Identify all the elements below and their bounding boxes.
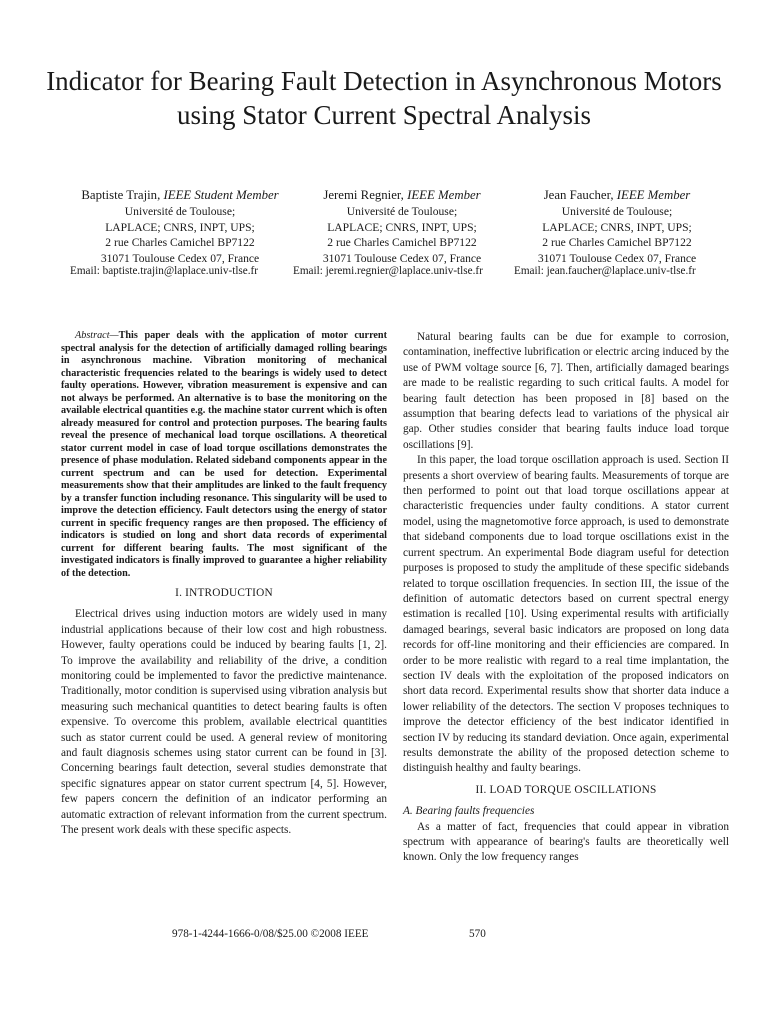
author-city: 31071 Toulouse Cedex 07, France [322, 251, 482, 265]
author-email: Email: jeremi.regnier@laplace.univ-tlse.fr [293, 265, 483, 277]
author-2 [290, 187, 514, 266]
author-address: 2 rue Charles Camichel BP7122 [327, 236, 477, 250]
author-name: Jeremi Regnier, [323, 188, 404, 202]
author-affiliation: LAPLACE; CNRS, INPT, UPS; [542, 220, 692, 234]
author-membership: IEEE Member [407, 188, 481, 202]
author-affiliation: Université de Toulouse; [561, 205, 673, 218]
page-number: 570 [469, 928, 486, 940]
author-affiliation: Université de Toulouse; [124, 205, 236, 218]
author-membership: IEEE Member [616, 188, 691, 202]
author-affiliation: Université de Toulouse; [346, 205, 458, 218]
section-heading-introduction: I. INTRODUCTION [175, 587, 273, 599]
author-3 [510, 187, 724, 266]
author-affiliation: LAPLACE; CNRS, INPT, UPS; [105, 220, 255, 234]
abstract-label: Abstract— [75, 330, 119, 341]
body-paragraph: Electrical drives using induction motors are widely used in many industrial applications because of their low cost and high robustness. However, faulty operations could be induced by bearing faults [1, 2]. To improve the availability and reliability of the drive, a condition monitoring could be implemented to favor the predictive maintenance. Traditionally, motor condition is supervised using vibration analysis but measuring such mechanical quantities to detect bearing faults is often expensive. To overcome this problem, available electrical quantities such as stator current could be used. A general review of monitoring and fault diagnosis schemes using stator current can be found in [3]. Concerning bearings fault detection, several studies demonstrate that specific signatures appear on stator current spectrum [4, 5]. However, few papers concern the definition of an indicator performing an automatic extraction of relevant information from the current spectrum. The present work deals with these specific aspects. [61, 608, 387, 837]
author-1 [66, 187, 294, 266]
author-name: Baptiste Trajin, [81, 188, 161, 202]
abstract [61, 330, 387, 580]
author-address: 2 rue Charles Camichel BP7122 [105, 236, 255, 250]
right-column [403, 330, 729, 866]
author-email: Email: jean.faucher@laplace.univ-tlse.fr [514, 265, 696, 277]
left-column [61, 330, 387, 839]
author-address: 2 rue Charles Camichel BP7122 [542, 236, 692, 250]
paper-title: Indicator for Bearing Fault Detection in Asynchronous Motors using Stator Current Spectral Analysis [46, 66, 722, 130]
abstract-text: This paper deals with the application of motor current spectral analysis for the detection of artificially damaged rolling bearings in asynchronous machine. Vibration monitoring of mechanical characteristic frequencies related to the bearings is widely used to detect faulty operations. However, vibration measurement is expensive and can not always be performed. An alternative is to base the monitoring on the available electrical quantities e.g. the machine stator current which is often already measured for control and protection purposes. The bearing faults reveal the presence of mechanical load torque oscillations. A theoretical stator current model in case of load torque oscillations demonstrates the presence of phase modulation. Related sideband components appear in the current spectrum and can be used for detection. Experimental measurements show that their amplitudes are linked to the fault frequency by a transfer function including resonance. This singularity will be used to improve the detection efficiency. Fault detectors using the energy of stator current in specific frequency ranges are then proposed. The efficiency of indicators is studied on long and short data records of experimental current for different bearing faults. The most significant of the investigated indicators is finally improved to guarantee a higher reliability of the detection. [61, 330, 387, 579]
author-affiliation: LAPLACE; CNRS, INPT, UPS; [327, 220, 477, 234]
body-paragraph: In this paper, the load torque oscillation approach is used. Section II presents a short overview of bearing faults. Measurements of torque are then performed to point out that load torque oscillations appear at characteristic frequencies under faulty conditions. A stator current model, using the magnetomotive force approach, is used to demonstrate that sideband components due to load torque oscillations exist in the current spectrum. An experimental Bode diagram useful for detection purposes is proposed to study the amplitude of these specific sidebands related to torque oscillation frequencies. In section III, the issue of the definition of automatic detectors based on current spectral energy estimation is recalled [10]. Using experimental results with artificially damaged bearings, several basic indicators are proposed on long data records for off-line monitoring and their efficiencies are compared. In order to be more realistic with regard to a real time implantation, the section IV deals with the exploitation of the proposed indicators on short data record. Experimental results show that shorter data induce a lower reliability of the detectors. The section V proposes techniques to improve the detector efficiency of the best indicator identified in section IV by reducing its standard deviation. Once again, experimental results demonstrate the ability of the proposed detection scheme to distinguish healthy and faulty bearings. [403, 454, 729, 775]
author-membership: IEEE Student Member [163, 188, 279, 202]
author-email: Email: baptiste.trajin@laplace.univ-tlse.fr [70, 265, 258, 277]
author-city: 31071 Toulouse Cedex 07, France [100, 251, 260, 265]
subsection-heading: A. Bearing faults frequencies [403, 805, 535, 818]
author-name: Jean Faucher, [543, 188, 614, 202]
isbn-copyright: 978-1-4244-1666-0/08/$25.00 ©2008 IEEE [172, 928, 369, 940]
section-heading-load-torque: II. LOAD TORQUE OSCILLATIONS [475, 783, 657, 796]
author-block [0, 187, 768, 282]
author-city: 31071 Toulouse Cedex 07, France [537, 251, 697, 265]
body-paragraph: Natural bearing faults can be due for example to corrosion, contamination, ineffective lubrification or electric arcing induced by the use of PWM voltage source [6, 7]. Then, artificially damaged bearings are made to be realistic regarding to such critical faults. A model for bearing fault detection has been proposed in [8] based on the assumption that bearing defects lead to variations of the physical air gap. Other studies consider that bearing faults induce load torque oscillations [9]. [403, 331, 729, 451]
body-paragraph: As a matter of fact, frequencies that could appear in vibration spectrum with appearance of bearing's faults are theoretically well known. Only the low frequency ranges [403, 820, 729, 864]
